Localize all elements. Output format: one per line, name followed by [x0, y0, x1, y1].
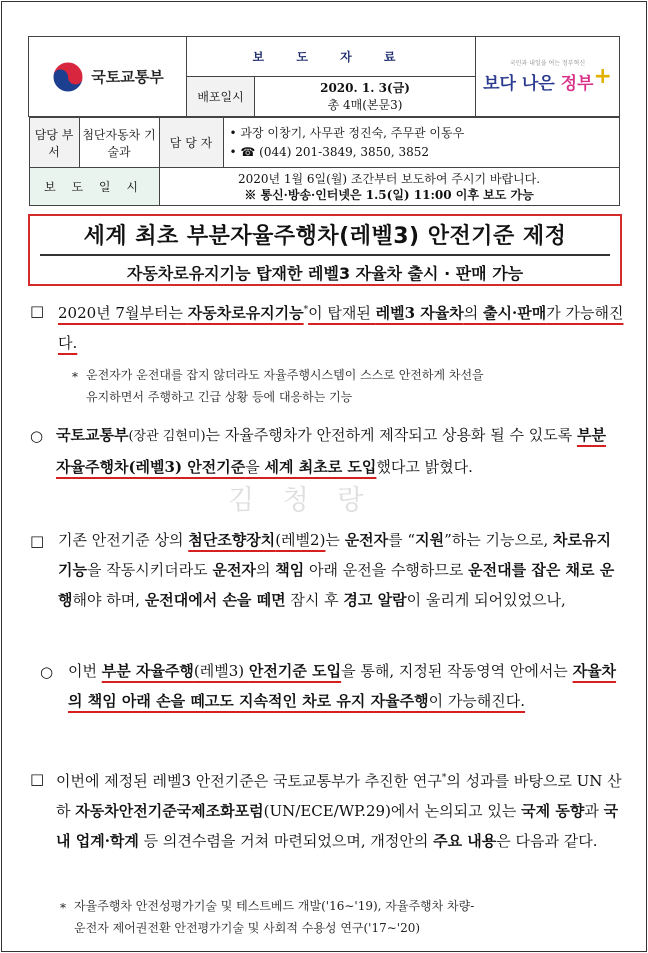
ministry-logo [29, 37, 187, 117]
p3-text-8: ”하는 기능으로, [444, 531, 554, 549]
p3-text-20: 이 울리게 되어있었으나, [406, 591, 566, 609]
paragraph-2 [56, 420, 622, 482]
embargo-label: 보 도 일 시 [29, 168, 159, 206]
embargo-line1: 2020년 1월 6일(월) 조간부터 보도하여 주시기 바랍니다. [237, 171, 541, 186]
embargo-line2: ※ 통신·방송·인터넷은 1.5(일) 11:00 이후 보도 가능 [244, 187, 534, 202]
p5-text-5: 에서 논의되고 있는 [390, 802, 522, 820]
release-date: 2020. 1. 3(금) [320, 80, 410, 95]
page-count: 총 4매(본문3) [327, 97, 403, 112]
p2-text-3: 는 자율주행차가 안전하게 제작되고 상용화 될 수 있도록 [205, 426, 577, 444]
dept-table [29, 117, 620, 206]
p3-text-13: 책임 [275, 561, 305, 579]
p4-text-1: 이번 [68, 662, 102, 680]
p3-text-3: (레벨2) [275, 531, 326, 549]
p3-text-11: 운전자 [212, 561, 256, 579]
p3-text-9: 차로유지기능 [58, 531, 611, 579]
p3-text-10: 을 작동시키더라도 [86, 561, 213, 579]
note-2-line1: 자율주행차 안전성평가기술 및 테스트베드 개발('16∼'19), 자율주행차 차량- [74, 899, 475, 913]
p5-text-9: 등 의견수렴을 거쳐 마련되었으며, 개정안의 [138, 832, 434, 850]
p4-text-4: 안전기준 도입 [248, 662, 342, 680]
p5-text-6: 국제 동향 [521, 802, 585, 820]
p5-text-10: 주요 내용 [433, 832, 497, 850]
doc-type-title: 보 도 자 료 [187, 37, 476, 77]
ministry-name: 국토교통부 [91, 68, 164, 86]
note-1-line1: 운전자가 운전대를 잡지 않더라도 자율주행시스템이 스스로 안전하게 차선을 [86, 368, 484, 382]
contact-label: 담 당 자 [159, 118, 223, 168]
dept-row [29, 117, 620, 207]
contact-info [223, 118, 619, 168]
p5-text-7: 과 [584, 802, 604, 820]
note-1-marker: * [72, 370, 78, 384]
p3-text-14: 아래 운전을 수행하므로 [304, 561, 469, 579]
release-info [255, 77, 476, 117]
gov-slogan-main [483, 64, 612, 95]
gov-slogan-text-1: 보다 나은 [483, 74, 561, 94]
p1-text-2: 자동차로유지기능 [187, 304, 304, 322]
p1-text-1: 2020년 7월부터는 [58, 304, 188, 322]
dept-name: 첨단자동차 기술과 [79, 118, 159, 168]
press-header-table [28, 36, 620, 206]
p1-text-4: 레벨3 자율차 [375, 304, 464, 322]
p3-text-18: 잠시 후 [285, 591, 344, 609]
gov-slogan-text-2: 정부 [560, 74, 594, 94]
p5-text-4: (UN/ECE/WP.29) [263, 802, 391, 820]
p5-text-2: 의 성과를 바탕으로 UN 산하 [56, 772, 622, 820]
headline-subtitle: 자동차로유지기능 탑재한 레벨3 자율차 출시 · 판매 가능 [40, 254, 610, 284]
note-1 [86, 364, 626, 408]
p3-text-16: 해야 하며, [72, 591, 145, 609]
contact-phone: • ☎ (044) 201-3849, 3850, 3852 [229, 144, 430, 159]
note-1-line2: 유지하면서 주행하고 긴급 상황 등에 대응하는 기능 [86, 390, 353, 404]
p3-text-19: 경고 알람 [343, 591, 407, 609]
p5-text-11: 은 다음과 같다. [496, 832, 598, 850]
p1-marker: □ [30, 302, 45, 320]
note-2-line2: 운전자 제어권전환 안전평가기술 및 사회적 수용성 연구('17∼'20) [74, 921, 421, 935]
p4-text-7: 이 가능해진다. [428, 692, 526, 710]
p3-text-15: 운전대를 잡은 채로 운행 [58, 561, 615, 609]
p4-text-2: 부분 자율주행 [101, 662, 194, 680]
p3-text-4: 는 [325, 531, 345, 549]
headline-box [28, 214, 622, 286]
p2-text-4: 부분 자율주행차(레벨3) 안전기준 [56, 426, 606, 476]
dept-label: 담당 부서 [29, 118, 79, 168]
p3-text-7: 지원 [415, 531, 445, 549]
p3-text-2: 첨단조향장치 [188, 531, 276, 549]
p5-marker: □ [30, 770, 45, 788]
p3-text-5: 운전자 [344, 531, 389, 549]
p3-text-1: 기존 안전기준 상의 [58, 531, 189, 549]
p2-text-5: 을 [245, 458, 265, 476]
p1-text-5: 의 [463, 304, 484, 322]
paragraph-3 [58, 525, 624, 615]
p1-text-7: 가 가능해진다. [58, 304, 624, 352]
p4-marker: ○ [40, 663, 54, 681]
p5-text-3: 자동차안전기준국제조화포럼 [75, 802, 264, 820]
p3-text-12: 의 [255, 561, 276, 579]
paragraph-4 [68, 656, 624, 716]
gov-slogan-logo [476, 37, 620, 117]
p2-text-6: 세계 최초로 도입 [264, 458, 377, 476]
gov-slogan-small: 국민과 내일을 여는 정부혁신 [509, 60, 586, 67]
p3-text-6: 를 “ [388, 531, 416, 549]
note-2-marker: * [60, 901, 66, 915]
note-2 [74, 895, 626, 939]
watermark: 김 청 랑 [228, 485, 374, 516]
embargo-info [159, 168, 619, 206]
p4-text-3: (레벨3) [193, 662, 249, 680]
contact-people: • 과장 이창기, 사무관 정진숙, 주무관 이동우 [229, 125, 465, 140]
p1-text-6: 출시·판매 [483, 304, 547, 322]
gov-plus-icon: + [593, 64, 612, 89]
p1-text-3: 이 탑재된 [308, 304, 376, 322]
p3-text-17: 운전대에서 손을 떼면 [144, 591, 286, 609]
release-label: 배포일시 [187, 77, 255, 117]
p2-text-1: 국토교통부 [56, 426, 129, 444]
p3-marker: □ [30, 532, 45, 550]
headline-title: 세계 최초 부분자율주행차(레벨3) 안전기준 제정 [83, 224, 567, 249]
p5-footnote-star: * [441, 773, 447, 783]
p2-text-7: 했다고 밝혔다. [376, 458, 473, 476]
p2-text-2: (장관 김현미) [128, 429, 206, 444]
p5-text-8: 국내 업계·학계 [56, 802, 619, 850]
p2-marker: ○ [30, 427, 44, 445]
p4-text-6: 자율차의 책임 아래 손을 떼고도 지속적인 차로 유지 자율주행 [68, 662, 617, 710]
paragraph-1 [58, 295, 624, 358]
paragraph-5 [56, 763, 624, 856]
p1-footnote-star: * [303, 305, 309, 315]
p5-text-1: 이번에 제정된 레벨3 안전기준은 국토교통부가 추진한 연구 [56, 772, 442, 790]
p4-text-5: 을 통해, 지정된 작동영역 안에서는 [341, 662, 573, 680]
taegeuk-emblem-icon [51, 60, 85, 94]
